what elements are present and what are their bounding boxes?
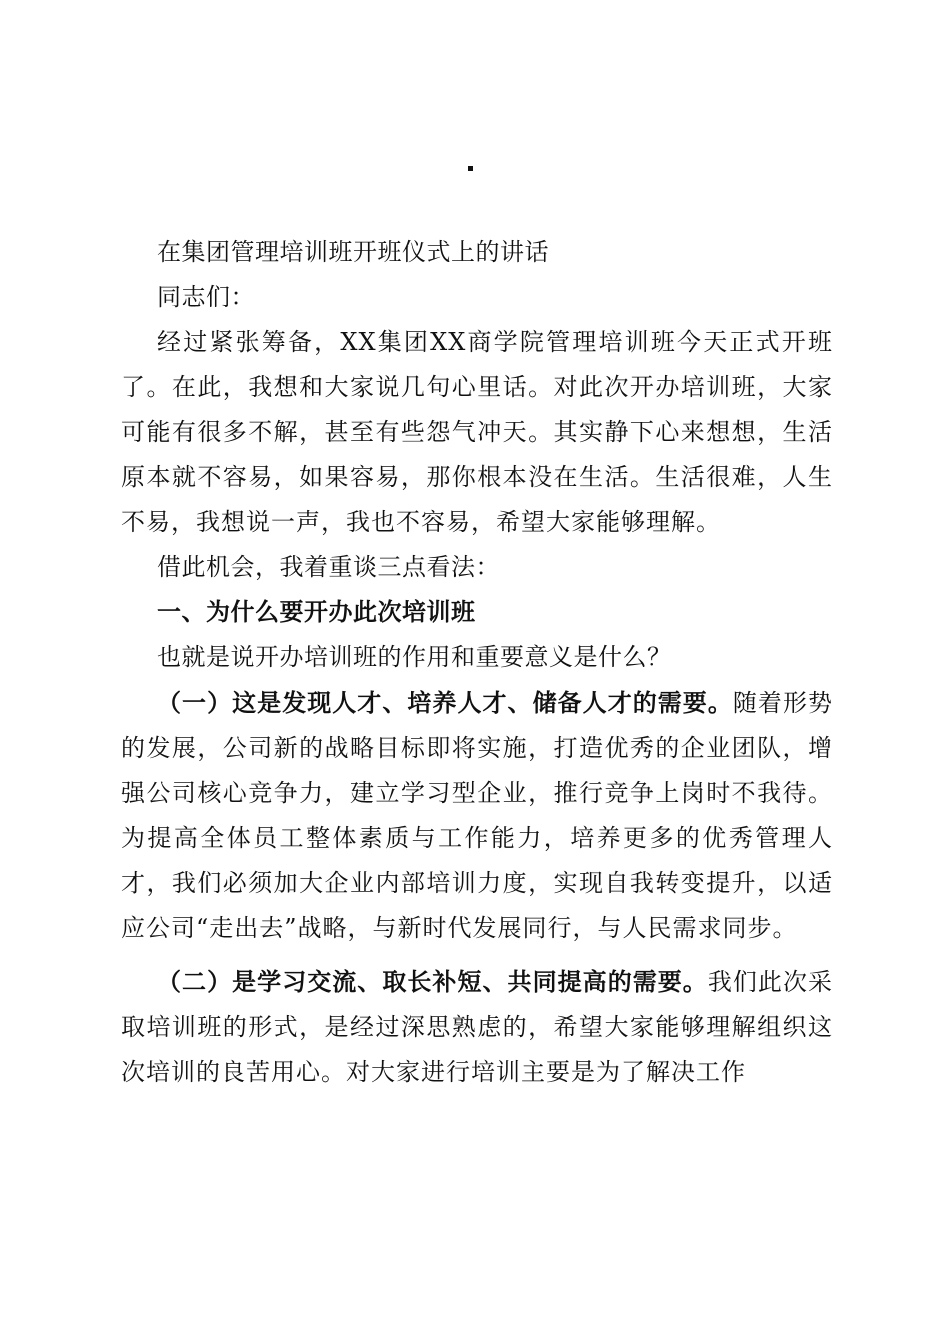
point-1-paragraph [121,680,833,951]
point-2-paragraph [121,959,833,1095]
salutation: 同志们： [157,283,255,311]
point-2-lead: （二）是学习交流、取长补短、共同提高的需要。 [157,967,708,996]
intro-line: 借此机会，我着重谈三点看法： [157,553,500,581]
document-body [121,230,833,1095]
point-1-body: 随着形势的发展，公司新的战略目标即将实施，打造优秀的企业团队，增强公司核心竞争力，建立学习型企业，推行竞争上岗时不我待。为提高全体员工整体素质与工作能力，培养更多的优秀管理人才，我们必须加大企业内部培训力度，实现自我转变提升，以适应公司“走出去”战略，与新时代发展同行，与人民需求同步。 [121,689,834,942]
paragraph-gap [121,951,833,959]
section-heading-1: 一、为什么要开办此次培训班 [157,598,476,626]
header-dot [468,166,473,171]
opening-paragraph: 经过紧张筹备，XX集团XX商学院管理培训班今天正式开班了。在此，我想和大家说几句心里话。对此次开办培训班，大家可能有很多不解，甚至有些怨气冲天。其实静下心来想想，生活原本就不容易，如果容易，那你根本没在生活。生活很难，人生不易，我想说一声，我也不容易，希望大家能够理解。 [121,328,833,536]
point-2-body: 我们此次采取培训班的形式，是经过深思熟虑的，希望大家能够理解组织这次培训的良苦用心。对大家进行培训主要是为了解决工作 [121,968,834,1086]
section-question: 也就是说开办培训班的作用和重要意义是什么？ [157,643,672,671]
point-1-lead: （一）这是发现人才、培养人才、储备人才的需要。 [157,688,733,717]
document-title: 在集团管理培训班开班仪式上的讲话 [157,238,549,266]
